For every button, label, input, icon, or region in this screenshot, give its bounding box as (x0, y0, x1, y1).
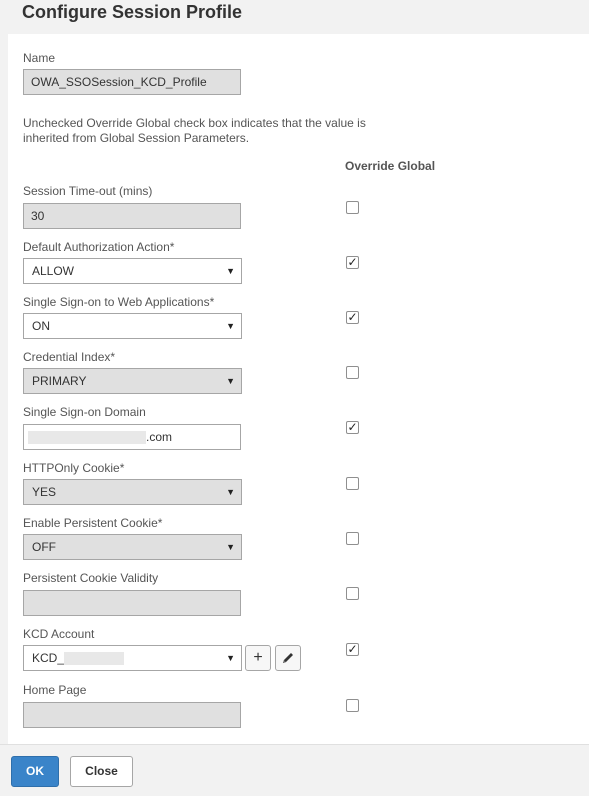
chevron-down-icon: ▼ (226, 376, 235, 386)
session-timeout-override-checkbox[interactable] (346, 201, 359, 214)
httponly-cookie-value: YES (32, 485, 57, 499)
sso-web-apps-select[interactable] (23, 313, 242, 339)
sso-domain-override-checkbox[interactable]: ✓ (347, 420, 358, 434)
chevron-down-icon: ▼ (226, 321, 235, 331)
persistent-cookie-override-checkbox[interactable] (346, 532, 359, 545)
credential-index-select[interactable] (23, 368, 242, 394)
kcd-account-value: KCD_ (32, 651, 65, 665)
edit-kcd-account-button[interactable] (275, 645, 301, 671)
dialog-title: Configure Session Profile (22, 2, 243, 22)
chevron-down-icon: ▼ (226, 266, 235, 276)
override-global-header: Override Global (345, 159, 436, 173)
credential-index-value: PRIMARY (32, 374, 87, 388)
pencil-icon (281, 651, 295, 665)
persistent-cookie-select[interactable] (23, 534, 242, 560)
redacted-text (64, 652, 124, 665)
sso-domain-label: Single Sign-on Domain (23, 405, 146, 419)
persistent-cookie-label: Enable Persistent Cookie* (23, 516, 163, 530)
cookie-validity-input[interactable] (23, 590, 241, 616)
dialog-header (0, 0, 589, 34)
credential-index-label: Credential Index* (23, 350, 116, 364)
cookie-validity-label: Persistent Cookie Validity (23, 571, 159, 585)
default-authorization-override-checkbox[interactable]: ✓ (347, 255, 358, 269)
chevron-down-icon: ▼ (226, 542, 235, 552)
ok-button[interactable]: OK (11, 756, 59, 787)
session-timeout-label: Session Time-out (mins) (23, 184, 153, 198)
sso-domain-input[interactable] (23, 424, 241, 450)
kcd-account-label: KCD Account (23, 627, 95, 641)
name-label: Name (23, 51, 56, 65)
redacted-text (28, 431, 146, 444)
default-authorization-select[interactable] (23, 258, 242, 284)
credential-index-override-checkbox[interactable] (346, 366, 359, 379)
default-authorization-value: ALLOW (32, 264, 75, 278)
httponly-cookie-select[interactable] (23, 479, 242, 505)
add-kcd-account-button[interactable] (245, 645, 271, 671)
kcd-account-select[interactable] (23, 645, 242, 671)
sso-web-apps-override-checkbox[interactable]: ✓ (347, 310, 358, 324)
plus-icon: + (253, 649, 263, 666)
chevron-down-icon: ▼ (226, 653, 235, 663)
kcd-account-override-checkbox[interactable]: ✓ (347, 642, 358, 656)
override-note: Unchecked Override Global check box indicates that the value is inherited from Global Session Parameters. (23, 116, 366, 145)
chevron-down-icon: ▼ (226, 487, 235, 497)
httponly-cookie-label: HTTPOnly Cookie* (23, 461, 125, 475)
httponly-cookie-override-checkbox[interactable] (346, 477, 359, 490)
sso-web-apps-value: ON (32, 319, 50, 333)
home-page-override-checkbox[interactable] (346, 699, 359, 712)
close-button[interactable]: Close (70, 756, 133, 787)
sso-web-apps-label: Single Sign-on to Web Applications* (23, 295, 215, 309)
session-timeout-input[interactable]: 30 (23, 203, 241, 229)
cookie-validity-override-checkbox[interactable] (346, 587, 359, 600)
name-field[interactable]: OWA_SSOSession_KCD_Profile (23, 69, 241, 95)
sso-domain-value: .com (146, 430, 173, 444)
home-page-label: Home Page (23, 683, 87, 697)
default-authorization-label: Default Authorization Action* (23, 240, 175, 254)
home-page-input[interactable] (23, 702, 241, 728)
persistent-cookie-value: OFF (32, 540, 56, 554)
